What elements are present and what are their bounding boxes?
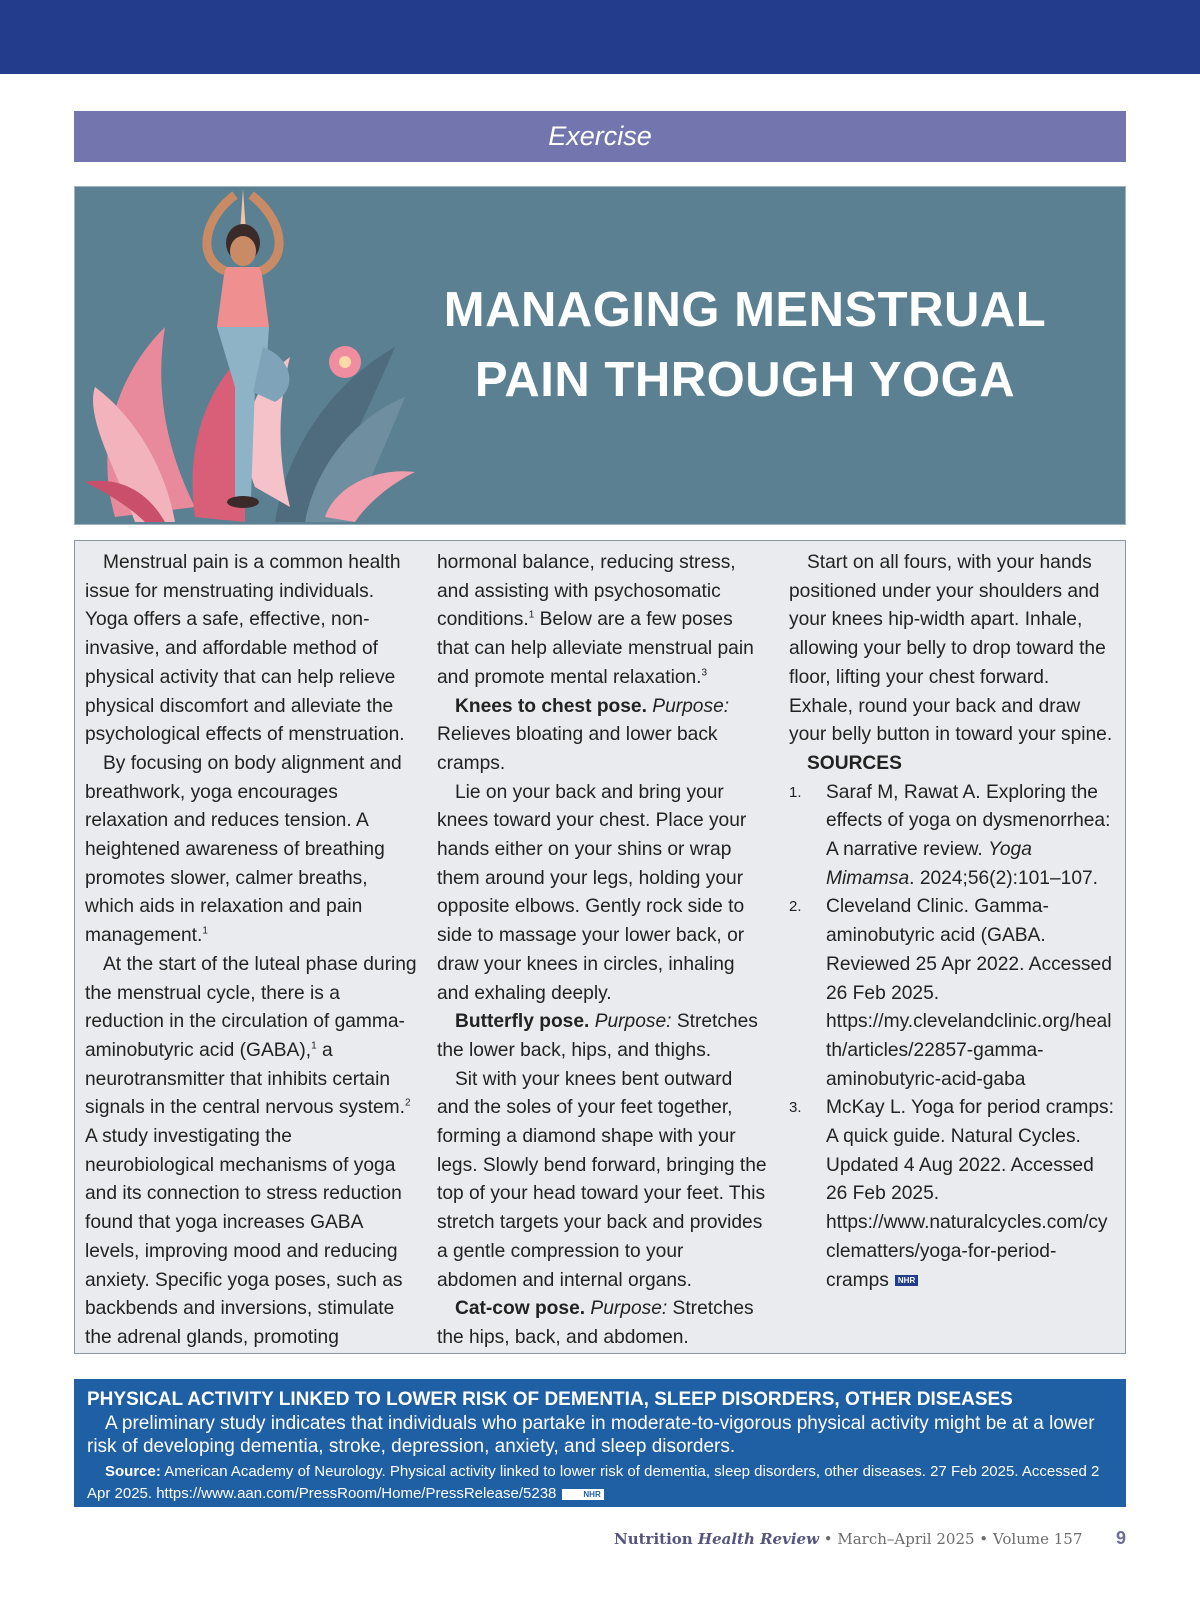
paragraph: hormonal balance, reducing stress, and assisting with psychosomatic conditions.$^1$ Below are a few poses that can help alleviate menstrual pain and promote mental relaxation.$^3$ <box>437 552 754 688</box>
paragraph: At the start of the luteal phase during the menstrual cycle, there is a reduction in the circulation of gamma-aminobutyric acid (GABA),$^1$ a neurotransmitter that inhibits certain signals in the central nervous system.$^2$ A study investigating the neurobiological mechanisms of yoga and its connection to stress reduction found that yoga increases GABA levels, improving mood and reducing anxiety. Specific yoga poses, such as backbends and inversions, stimulate the adrenal glands, promoting <box>85 953 417 1348</box>
source-item: 3. McKay L. Yoga for period cramps: A quick guide. Natural Cycles. Updated 4 Aug 2022. Accessed 26 Feb 2025. https://www.naturalcycles.com/cyclematters/yoga-for-period-cramps NHR <box>789 1097 1114 1291</box>
article-column-2 <box>437 549 767 1353</box>
article-body <box>74 540 1126 1354</box>
pose-heading-catcow: Cat-cow pose. Purpose: Stretches the hips, back, and abdomen. <box>437 1298 754 1348</box>
article-title-line-1: MANAGING MENSTRUAL <box>443 283 1047 337</box>
source-item: 1. Saraf M, Rawat A. Exploring the effects of yoga on dysmenorrhea: A narrative review. Yoga Mimamsa. 2024;56(2):101–107. <box>789 781 1111 889</box>
citation-ref: 1 <box>528 610 535 622</box>
article-column-3 <box>789 549 1115 1295</box>
page-number: 9 <box>1116 1528 1127 1548</box>
top-color-bar <box>0 0 1200 74</box>
news-brief-box <box>74 1379 1126 1507</box>
paragraph: By focusing on body alignment and breathwork, yoga encourages relaxation and reduces tension. A heightened awareness of breathing promotes slower, calmer breaths, which aids in relaxation and pain management.$^1$ <box>85 752 402 947</box>
news-brief-source: Source: American Academy of Neurology. Physical activity linked to lower risk of dementia, sleep disorders, other diseases. 27 Feb 2025. Accessed 2 Apr 2025. https://www.aan.com/PressRoom/Home/PressRelease/5238 NHR <box>87 1463 1100 1502</box>
article-column-1 <box>85 549 417 1353</box>
citation-ref: 1 <box>311 1040 317 1052</box>
pose-heading-knees: Knees to chest pose. Purpose: Relieves bloating and lower back cramps. <box>437 695 730 774</box>
sources-heading: SOURCES <box>807 752 902 774</box>
citation-ref: 1 <box>202 925 208 937</box>
nhr-end-mark-icon: NHR <box>562 1489 603 1500</box>
source-item: 2. Cleveland Clinic. Gamma-aminobutyric acid (GABA. Reviewed 25 Apr 2022. Accessed 26 Feb 2025. https://my.clevelandclinic.org/health/articles/22857-gamma-aminobutyric-acid-gaba <box>789 896 1112 1090</box>
publication-name: Nutrition Health Review <box>614 1530 819 1548</box>
paragraph: Lie on your back and bring your knees toward your chest. Place your hands either on your shins or wrap them around your legs, holding your opposite elbows. Gently rock side to side to massage your lower back, or draw your knees in circles, inhaling and exhaling deeply. <box>437 781 747 1004</box>
paragraph: Menstrual pain is a common health issue for menstruating individuals. Yoga offers a safe, effective, non-invasive, and affordable method of physical activity that can help relieve physical discomfort and alleviate the psychological effects of menstruation. <box>85 552 405 746</box>
citation-ref: 2 <box>404 1097 411 1109</box>
paragraph: Sit with your knees bent outward and the soles of your feet together, forming a diamond shape with your legs. Slowly bend forward, bringing the top of your head toward your feet. This stretch targets your back and provides a gentle compression to your abdomen and internal organs. <box>437 1068 767 1291</box>
news-brief-title: PHYSICAL ACTIVITY LINKED TO LOWER RISK OF DEMENTIA, SLEEP DISORDERS, OTHER DISEASES <box>87 1389 1013 1410</box>
article-title-line-2: PAIN THROUGH YOGA <box>474 353 1016 407</box>
nhr-end-mark-icon: NHR <box>895 1275 918 1286</box>
article-title <box>425 275 1065 415</box>
citation-ref: 3 <box>701 667 708 679</box>
sources-list <box>789 779 1115 1296</box>
pose-heading-butterfly: Butterfly pose. Purpose: Stretches the lower back, hips, and thighs. <box>437 1011 758 1061</box>
section-banner: Exercise <box>74 111 1126 162</box>
page-footer <box>614 1530 1082 1548</box>
paragraph: Start on all fours, with your hands positioned under your shoulders and your knees hip-width apart. Inhale, allowing your belly to drop toward the floor, lifting your chest forward. Exhale, round your back and draw your belly button in toward your spine. <box>789 552 1113 746</box>
yoga-woman-illustration <box>75 187 435 525</box>
issue-details: • March–April 2025 • Volume 157 <box>818 1530 1083 1548</box>
news-brief-body: A preliminary study indicates that individuals who partake in moderate-to-vigorous physical activity might be at a lower risk of developing dementia, stroke, depression, anxiety, and sleep disorders. <box>87 1413 1095 1457</box>
hero-banner <box>74 186 1126 525</box>
